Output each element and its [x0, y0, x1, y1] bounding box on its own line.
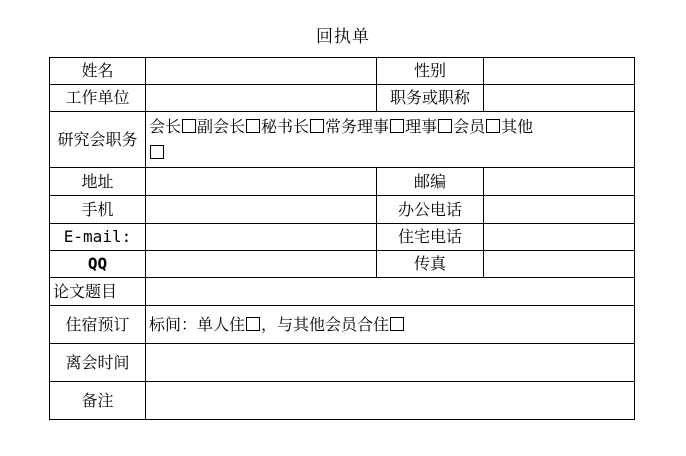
row-society-role — [50, 112, 635, 168]
fax-field[interactable] — [484, 251, 635, 278]
row-work-unit — [50, 85, 635, 112]
row-remarks — [50, 382, 635, 420]
home-phone-label: 住宅电话 — [377, 224, 484, 251]
row-qq — [50, 251, 635, 278]
position-label: 职务或职称 — [377, 85, 484, 112]
lodging-prefix: 标间： — [149, 314, 198, 334]
society-role-label: 研究会职务 — [50, 112, 146, 168]
row-lodging — [50, 306, 635, 344]
remarks-label: 备注 — [50, 382, 146, 420]
row-departure — [50, 344, 635, 382]
role-option-president: 会长 — [149, 117, 197, 136]
role-option-director: 理事 — [405, 117, 453, 136]
qq-field[interactable] — [146, 251, 377, 278]
role-option-other: 其他 — [149, 117, 533, 162]
email-field[interactable] — [146, 224, 377, 251]
checkbox-share-room[interactable] — [390, 317, 404, 331]
work-unit-label: 工作单位 — [50, 85, 146, 112]
checkbox-single-room[interactable] — [246, 317, 260, 331]
name-label: 姓名 — [50, 58, 146, 85]
gender-field[interactable] — [484, 58, 635, 85]
paper-title-field[interactable] — [146, 278, 635, 306]
mobile-label: 手机 — [50, 196, 146, 224]
paper-title-label: 论文题目 — [50, 278, 146, 306]
row-address — [50, 168, 635, 196]
checkbox-vice-president[interactable] — [246, 119, 260, 133]
society-role-options — [146, 112, 635, 168]
fax-label: 传真 — [377, 251, 484, 278]
checkbox-other[interactable] — [150, 145, 164, 159]
postcode-field[interactable] — [484, 168, 635, 196]
row-mobile — [50, 196, 635, 224]
role-option-secretary-general: 秘书长 — [261, 117, 325, 136]
office-phone-field[interactable] — [484, 196, 635, 224]
gender-label: 性别 — [377, 58, 484, 85]
lodging-options: 标间：单人住 ，与其他会员合住 — [146, 306, 635, 344]
postcode-label: 邮编 — [377, 168, 484, 196]
work-unit-field[interactable] — [146, 85, 377, 112]
role-option-executive-director: 常务理事 — [325, 117, 405, 136]
row-name — [50, 58, 635, 85]
home-phone-field[interactable] — [484, 224, 635, 251]
checkbox-secretary-general[interactable] — [310, 119, 324, 133]
checkbox-director[interactable] — [438, 119, 452, 133]
mobile-field[interactable] — [146, 196, 377, 224]
email-label: E-mail: — [50, 224, 146, 251]
lodging-label: 住宿预订 — [50, 306, 146, 344]
checkbox-executive-director[interactable] — [390, 119, 404, 133]
position-field[interactable] — [484, 85, 635, 112]
receipt-table — [49, 57, 635, 420]
lodging-share-label: 与其他会员合住 — [277, 314, 390, 334]
qq-label: QQ — [50, 251, 146, 278]
checkbox-president[interactable] — [182, 119, 196, 133]
role-option-member: 会员 — [453, 117, 501, 136]
departure-label: 离会时间 — [50, 344, 146, 382]
lodging-single-label: 单人住 — [197, 314, 246, 334]
address-field[interactable] — [146, 168, 377, 196]
checkbox-member[interactable] — [486, 119, 500, 133]
office-phone-label: 办公电话 — [377, 196, 484, 224]
address-label: 地址 — [50, 168, 146, 196]
name-field[interactable] — [146, 58, 377, 85]
role-option-vice-president: 副会长 — [197, 117, 261, 136]
departure-field[interactable] — [146, 344, 635, 382]
row-email — [50, 224, 635, 251]
remarks-field[interactable] — [146, 382, 635, 420]
form-title: 回执单 — [316, 27, 370, 47]
row-paper-title — [50, 278, 635, 306]
